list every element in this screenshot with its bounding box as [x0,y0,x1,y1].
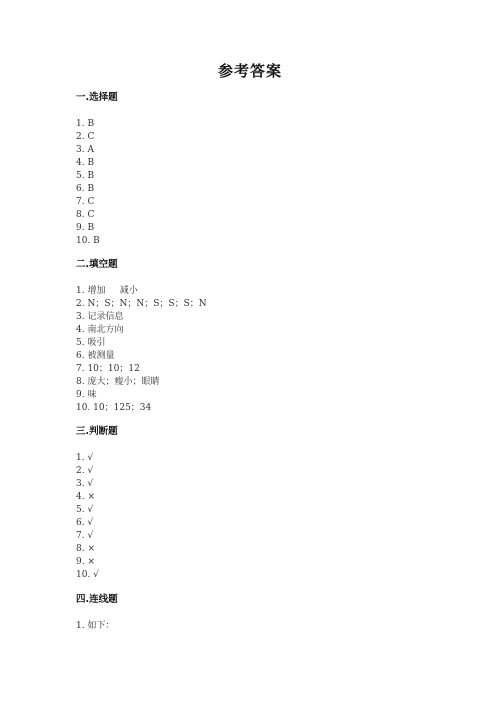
answer-item: 9. B [76,223,95,233]
section-heading: 二.填空题 [76,259,118,270]
answer-list [76,620,436,633]
section-matching [76,594,436,633]
answer-item: 2. C [76,132,95,142]
answer-item: 10. B [76,236,100,246]
answer-item: 3. √ [76,479,94,489]
answer-item: 7. 10；10；12 [76,364,140,374]
answer-list [76,118,436,248]
answer-item: 3. A [76,145,94,155]
answer-item: 1. 增加 减小 [76,286,138,296]
answer-item: 9. 味 [76,390,97,400]
answer-list [76,452,436,582]
answer-item: 6. √ [76,518,94,528]
answer-item: 1. 如下： [76,621,115,631]
answer-item: 1. B [76,119,95,129]
answer-item: 10. √ [76,570,99,580]
answer-item: 7. √ [76,531,94,541]
section-multiple-choice [76,92,436,248]
answer-item: 4. B [76,158,95,168]
answer-item: 1. √ [76,453,94,463]
answer-item: 7. C [76,197,95,207]
answer-item: 2. N；S；N；N；S；S；S；N [76,299,207,309]
answer-list [76,285,436,415]
answer-item: 6. B [76,184,95,194]
answer-item: 8. C [76,210,95,220]
answer-item: 5. 吸引 [76,338,106,348]
section-fill-in-blank [76,259,436,415]
section-heading: 三.判断题 [76,426,118,437]
answer-item: 4. 南北方向 [76,325,124,335]
answer-item: 3. 记录信息 [76,312,124,322]
section-heading: 四.连线题 [76,594,118,605]
answer-item: 5. B [76,171,95,181]
answer-item: 4. × [76,492,95,502]
section-heading: 一.选择题 [76,92,118,103]
answer-item: 8. 庞大；瘦小；眼睛 [76,377,160,387]
answer-item: 2. √ [76,466,94,476]
section-true-false [76,426,436,582]
answer-item: 6. 被测量 [76,351,115,361]
answer-item: 8. × [76,544,95,554]
answer-item: 5. √ [76,505,94,515]
page-title: 参考答案 [217,62,282,80]
answer-item: 9. × [76,557,95,567]
answer-item: 10. 10；125；34 [76,403,152,413]
